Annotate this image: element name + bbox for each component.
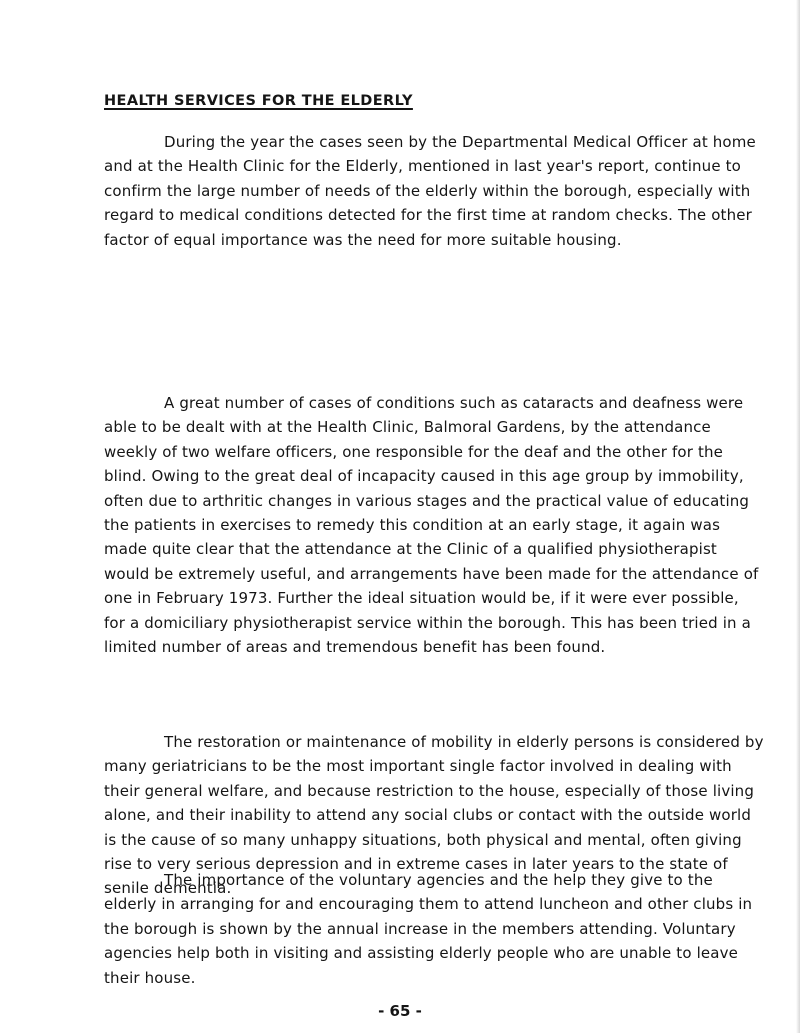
page-edge	[796, 0, 800, 1033]
page-number: - 65 -	[378, 1002, 422, 1020]
paragraph-mobility: The restoration or maintenance of mobility in elderly persons is considered by many geriatricians to be the most important single factor involved in dealing with their general welfare, and because restriction to the house, especially of those living alone, and their inability to attend any social clubs or contact with the outside world is the cause of so many unhappy situations, both physical and mental, often giving rise to very serious depression and in extreme cases in later years to the state of senile dementia.	[104, 733, 764, 898]
paragraph-clinic-cases: During the year the cases seen by the Departmental Medical Officer at home and at the Health Clinic for the Elderly, mentioned in last year's report, continue to confirm the large number of needs of the elderly within the borough, especially with regard to medical conditions detected for the first time at random checks. The other factor of equal importance was the need for more suitable housing.	[104, 133, 756, 249]
paragraph-voluntary-agencies: The importance of the voluntary agencies and the help they give to the elderly in arranging for and encouraging them to attend luncheon and other clubs in the borough is shown by the annual increase in the members attending. Voluntary agencies help both in visiting and assisting elderly people who are unable to leave their house.	[104, 871, 753, 987]
paragraph-conditions-physiotherapy: A great number of cases of conditions such as cataracts and deafness were able to be dealt with at the Health Clinic, Balmoral Gardens, by the attendance weekly of two welfare officers, one responsible for the deaf and the other for the blind. Owing to the great deal of incapacity caused in this age group by immobility, often due to arthritic changes in various stages and the practical value of educating the patients in exercises to remedy this condition at an early stage, it again was made quite clear that the attendance at the Clinic of a qualified physiotherapist would be extremely useful, and arrangements have been made for the attendance of one in February 1973. Further the ideal situation would be, if it were ever possible, for a domiciliary physiotherapist service within the borough. This has been tried in a limited number of areas and tremendous benefit has been found.	[104, 394, 759, 657]
section-heading: HEALTH SERVICES FOR THE ELDERLY	[104, 93, 413, 109]
